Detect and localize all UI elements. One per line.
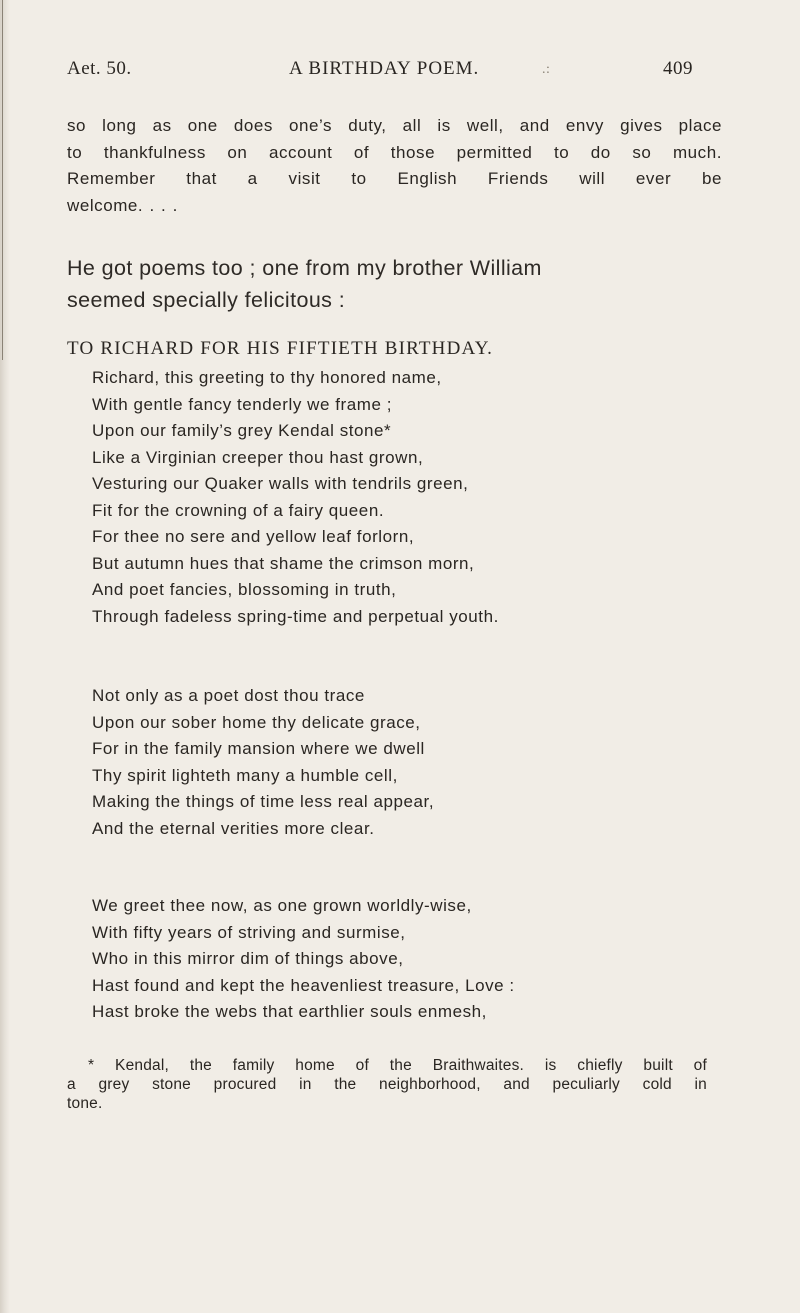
running-head-title: A BIRTHDAY POEM.: [289, 58, 480, 79]
narration-paragraph: [67, 252, 717, 316]
narration-line: He got poems too ; one from my brother William: [67, 256, 542, 280]
running-head-age: Aet. 50.: [67, 58, 132, 79]
poem-line: With fifty years of striving and surmise,: [92, 922, 406, 942]
footnote-line: tone.: [67, 1095, 103, 1112]
poem-line: We greet thee now, as one grown worldly-wise,: [92, 896, 472, 915]
poem-line: And the eternal verities more clear.: [92, 818, 375, 838]
prose-line: welcome. . . .: [67, 195, 178, 215]
poem-line: For in the family mansion where we dwell: [92, 739, 425, 758]
book-page: [56, 0, 756, 1313]
poem-line: Hast broke the webs that earthlier souls enmesh,: [92, 1002, 487, 1021]
footnote-line: a grey stone procured in the neighborhood, and peculiarly cold in: [67, 1076, 707, 1093]
page-number: 409: [663, 58, 693, 79]
poem-line: Upon our family’s grey Kendal stone*: [92, 421, 392, 440]
poem-line: Through fadeless spring-time and perpetual youth.: [92, 606, 499, 626]
poem-stanza-2: [92, 683, 434, 842]
poem-line: Like a Virginian creeper thou hast grown,: [92, 447, 424, 467]
poem-line: But autumn hues that shame the crimson morn,: [92, 553, 475, 573]
page-edge: [0, 0, 10, 1313]
prose-line: so long as one does one’s duty, all is well, and envy gives place: [67, 116, 722, 135]
poem-stanza-3: [92, 893, 515, 1026]
poem-line: Making the things of time less real appear,: [92, 792, 435, 811]
footnote: [67, 1056, 707, 1113]
poem-line: Hast found and kept the heavenliest treasure, Love :: [92, 975, 515, 995]
running-head: [67, 58, 707, 82]
poem-line: Upon our sober home thy delicate grace,: [92, 712, 421, 732]
poem-line: For thee no sere and yellow leaf forlorn,: [92, 527, 415, 546]
poem-line: Not only as a poet dost thou trace: [92, 686, 365, 705]
prose-line: Remember that a visit to English Friends will ever be: [67, 169, 722, 188]
poem-line: Vesturing our Quaker walls with tendrils green,: [92, 474, 469, 493]
poem-line: Fit for the crowning of a fairy queen.: [92, 500, 385, 520]
poem-line: Who in this mirror dim of things above,: [92, 949, 404, 968]
running-head-mark: .:: [542, 62, 551, 77]
poem-line: And poet fancies, blossoming in truth,: [92, 580, 397, 599]
poem-line: Richard, this greeting to thy honored name,: [92, 368, 442, 387]
poem-line: Thy spirit lighteth many a humble cell,: [92, 765, 398, 785]
poem-stanza-1: [92, 365, 499, 630]
binding-shadow: [2, 0, 3, 360]
poem-title: TO RICHARD FOR HIS FIFTIETH BIRTHDAY.: [67, 338, 494, 359]
letter-excerpt: [67, 113, 722, 219]
narration-line: seemed specially felicitous :: [67, 288, 346, 312]
poem-line: With gentle fancy tenderly we frame ;: [92, 394, 393, 414]
prose-line: to thankfulness on account of those permitted to do so much.: [67, 142, 722, 162]
footnote-line: * Kendal, the family home of the Braithwaites. is chiefly built of: [88, 1057, 707, 1074]
